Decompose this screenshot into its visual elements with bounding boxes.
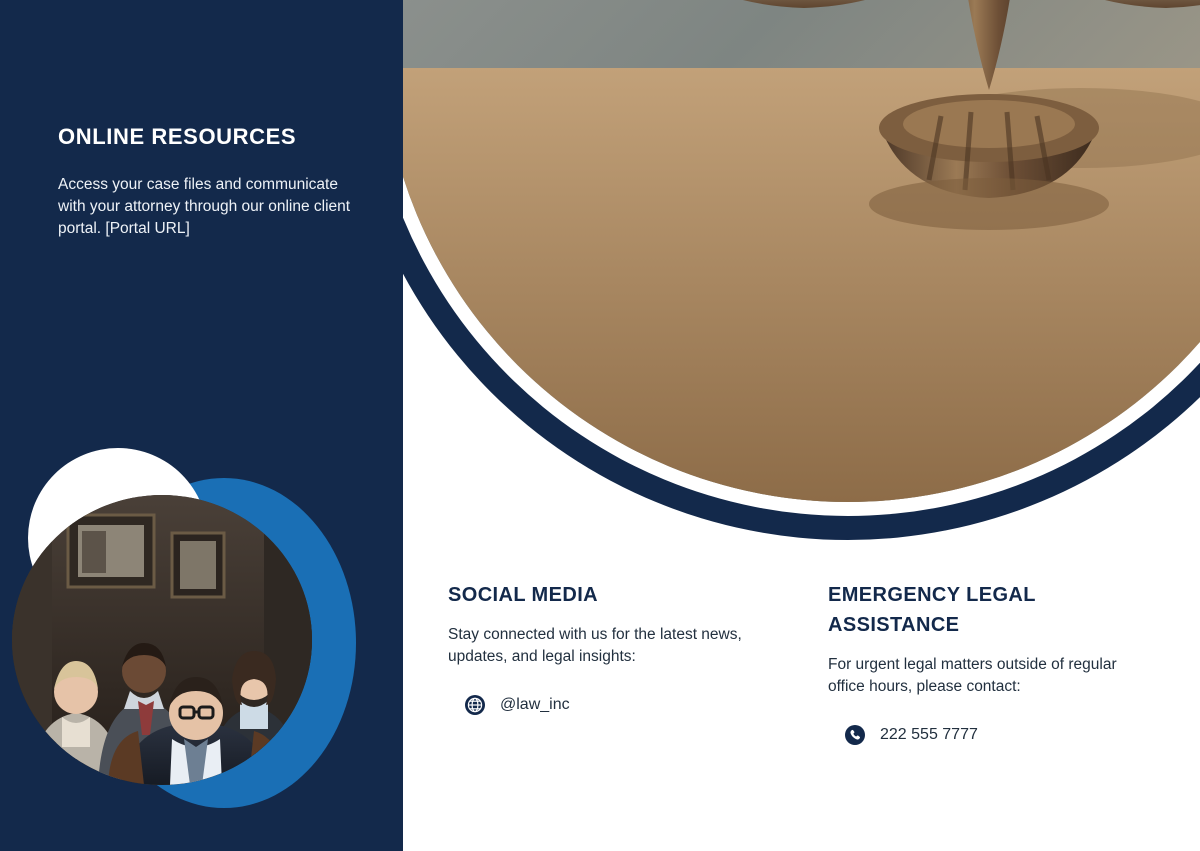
emergency-body: For urgent legal matters outside of regular office hours, please contact:	[828, 656, 1117, 695]
globe-icon	[464, 694, 486, 716]
balance-scales-photo	[403, 0, 1200, 502]
social-media-body: Stay connected with us for the latest news, updates, and legal insights:	[448, 626, 742, 665]
social-handle-row[interactable]	[448, 694, 778, 716]
emergency-assistance-section	[828, 580, 1148, 746]
left-panel	[0, 0, 403, 851]
online-resources-body: Access your case files and communicate with your attorney through our online client portal. [Portal URL]	[58, 176, 351, 237]
law-team-group-photo	[12, 495, 312, 785]
online-resources-heading: ONLINE RESOURCES	[58, 124, 297, 149]
emergency-phone-row[interactable]	[828, 724, 1148, 746]
right-panel	[403, 0, 1200, 851]
phone-icon	[844, 724, 866, 746]
emergency-phone-text: 222 555 7777	[880, 726, 978, 743]
emergency-heading: EMERGENCY LEGAL ASSISTANCE	[828, 584, 1036, 636]
social-media-section	[448, 580, 778, 716]
social-media-heading: SOCIAL MEDIA	[448, 584, 598, 606]
social-handle-text: @law_inc	[500, 696, 570, 713]
